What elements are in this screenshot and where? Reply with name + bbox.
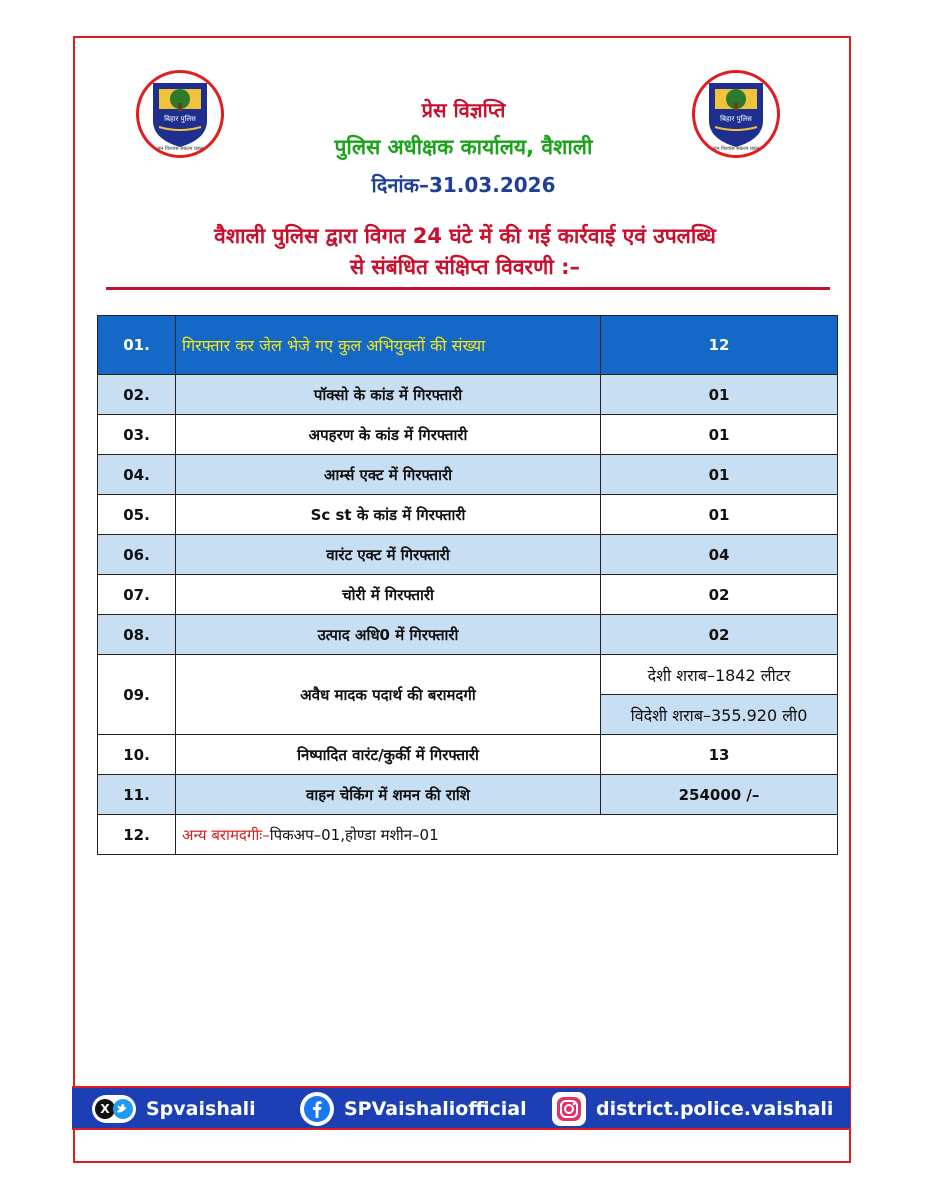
svg-text:जन विश्वास संकल्प प्रबल: जन विश्वास संकल्प प्रबल <box>156 146 204 151</box>
facebook-handle: SPVaishaliofficial <box>344 1098 527 1120</box>
row-number: 04. <box>98 455 176 495</box>
row-value-country-liquor: देशी शराब–1842 लीटर <box>601 655 838 695</box>
facebook-icon <box>300 1092 334 1126</box>
table-row <box>98 815 838 855</box>
row-value: 01 <box>601 415 838 455</box>
row-value: 01 <box>601 375 838 415</box>
table-row <box>98 775 838 815</box>
table-row <box>98 455 838 495</box>
action-summary-table <box>97 315 838 855</box>
table-row <box>98 375 838 415</box>
instagram-link[interactable] <box>552 1093 833 1125</box>
row-description: वारंट एक्ट में गिरफ्तारी <box>176 535 601 575</box>
row-value: 13 <box>601 735 838 775</box>
row-description: चोरी में गिरफ्तारी <box>176 575 601 615</box>
x-twitter-icon <box>92 1095 136 1123</box>
row-description: निष्पादित वारंट/कुर्की में गिरफ्तारी <box>176 735 601 775</box>
row-value: 02 <box>601 575 838 615</box>
summary-heading <box>110 221 820 283</box>
row-description: Sc st के कांड में गिरफ्तारी <box>176 495 601 535</box>
row-value: 04 <box>601 535 838 575</box>
table-row <box>98 615 838 655</box>
x-handle: Spvaishali <box>146 1098 256 1120</box>
row-description: पॉक्सो के कांड में गिरफ्तारी <box>176 375 601 415</box>
svg-text:बिहार पुलिस: बिहार पुलिस <box>720 115 752 123</box>
row-number: 07. <box>98 575 176 615</box>
table-row <box>98 316 838 375</box>
table-row <box>98 415 838 455</box>
row-number: 10. <box>98 735 176 775</box>
heading-divider <box>106 287 830 290</box>
other-recoveries <box>176 815 838 855</box>
row-value-foreign-liquor: विदेशी शराब–355.920 ली0 <box>601 695 838 735</box>
social-footer <box>72 1086 850 1130</box>
row-value: 01 <box>601 495 838 535</box>
x-link[interactable] <box>92 1093 256 1125</box>
row-description: आर्म्स एक्ट में गिरफ्तारी <box>176 455 601 495</box>
heading-line-2: से संबंधित संक्षिप्त विवरणी :– <box>350 255 580 279</box>
row-value: 01 <box>601 455 838 495</box>
row-description: अपहरण के कांड में गिरफ्तारी <box>176 415 601 455</box>
other-recoveries-value: पिकअप–01,होण्डा मशीन–01 <box>269 825 439 844</box>
table-row <box>98 655 838 695</box>
svg-text:X: X <box>100 1102 110 1116</box>
table-row <box>98 575 838 615</box>
row-number: 02. <box>98 375 176 415</box>
press-release-title: प्रेस विज्ञप्ति <box>421 98 506 122</box>
row-number: 05. <box>98 495 176 535</box>
table-row <box>98 535 838 575</box>
row-description: वाहन चेकिंग में शमन की राशि <box>176 775 601 815</box>
facebook-link[interactable] <box>300 1093 527 1125</box>
heading-line-1: वैशाली पुलिस द्वारा विगत 24 घंटे में की गई कार्रवाई एवं उपलब्धि <box>214 224 716 248</box>
table-row <box>98 495 838 535</box>
svg-text:जन विश्वास संकल्प प्रबल: जन विश्वास संकल्प प्रबल <box>712 146 760 151</box>
svg-text:बिहार पुलिस: बिहार पुलिस <box>164 115 196 123</box>
row-number: 01. <box>98 316 176 375</box>
table-row <box>98 735 838 775</box>
instagram-handle: district.police.vaishali <box>596 1098 834 1120</box>
instagram-icon <box>552 1092 586 1126</box>
row-number: 03. <box>98 415 176 455</box>
row-description: अवैध मादक पदार्थ की बरामदगी <box>176 655 601 735</box>
row-description: उत्पाद अधि0 में गिरफ्तारी <box>176 615 601 655</box>
release-date: दिनांक–31.03.2026 <box>371 173 556 197</box>
row-number: 08. <box>98 615 176 655</box>
office-name: पुलिस अधीक्षक कार्यालय, वैशाली <box>334 135 593 159</box>
row-description: गिरफ्तार कर जेल भेजे गए कुल अभियुक्तों की संख्या <box>176 316 601 375</box>
row-value: 12 <box>601 316 838 375</box>
row-number: 12. <box>98 815 176 855</box>
row-number: 06. <box>98 535 176 575</box>
other-recoveries-label: अन्य बरामदगीः– <box>182 825 270 844</box>
row-value: 02 <box>601 615 838 655</box>
row-number: 09. <box>98 655 176 735</box>
row-value: 254000 /– <box>601 775 838 815</box>
row-number: 11. <box>98 775 176 815</box>
